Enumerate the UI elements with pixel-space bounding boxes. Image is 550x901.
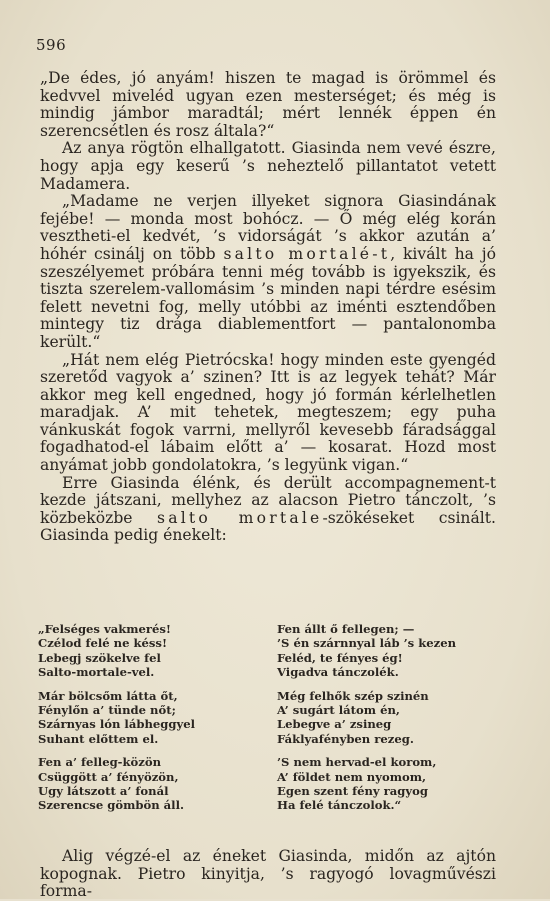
poem-line: Fen a’ felleg-közön xyxy=(38,755,162,770)
paragraph-3-text-a: „Madame ne verjen illyeket signora Giasindának fejébe! — monda most bohócz. — Ő még elég korán vesztheti-el kedvét, ’s vidorságát ’s akkor azután a’ hóhér csinálj on több xyxy=(40,192,496,263)
poem-line: Fénylőn a’ tünde nőt; xyxy=(38,703,176,718)
paragraph-5 xyxy=(40,475,496,545)
poem-line: Vigadva tánczolék. xyxy=(277,665,399,680)
poem-line: Czélod felé ne késs! xyxy=(38,636,168,651)
poem-line: Lebegve a’ zsineg xyxy=(277,717,392,732)
poem-line: Fen állt ő fellegen; — xyxy=(277,622,415,636)
stanza xyxy=(277,622,502,680)
song-poem xyxy=(38,622,502,822)
poem-line: ’S én szárnnyal láb ’s kezen xyxy=(277,636,457,651)
body-text xyxy=(40,70,496,545)
stanza xyxy=(38,755,243,813)
poem-line: A’ sugárt látom én, xyxy=(277,703,400,718)
paragraph-4: „Hát nem elég Pietrócska! hogy minden este gyengéd szeretőd vagyok a’ szinen? Itt is az legyek tehát? Már akkor meg kell engedned, hogy jó formán kérlelhetlen maradjak. A’ mit tehetek, megteszem; egy puha vánkuskát fogok varrni, mellyről kevesebb fáradsággal fogadhatod-el lábaim előtt a’ — kosarat. Hozd most anyámat jobb gondolatokra, ’s legyünk vigan.“ xyxy=(40,350,496,475)
paragraph-3-spaced-term: salto mortalé-t xyxy=(223,244,391,263)
poem-line: Egen szent fény ragyog xyxy=(277,784,428,799)
closing-paragraph: Alig végzé-el az éneket Giasinda, midőn az ajtón kopognak. Pietro kinyitja, ’s ragyogó lovagművészi forma- xyxy=(40,847,496,901)
closing-text xyxy=(40,848,496,901)
paragraph-3-text-b: , kivált ha jó szeszélyemet próbára tenni még tovább is igyekszik, és tiszta szerelem-vallomásim ’s minden napi térdre esésim felett nevetni fog, melly utóbbi az iménti esztendőben mintegy tiz drága diablementfort — pantalonomba került.“ xyxy=(40,244,497,351)
poem-line: Csüggött a’ fényözön, xyxy=(38,769,179,784)
poem-line: Lebegj szökelve fel xyxy=(38,650,161,665)
page-number: 596 xyxy=(36,36,67,54)
poem-line: Salto-mortale-vel. xyxy=(38,665,155,680)
stanza xyxy=(38,622,243,680)
paragraph-1: „De édes, jó anyám! hiszen te magad is örömmel és kedvvel miveléd ugyan ezen mesterséget; és még is mindig jámbor maradtál; mért lennék éppen én szerencsétlen és rosz általa?“ xyxy=(40,69,496,140)
poem-line: Ugy látszott a’ fonál xyxy=(38,784,169,799)
paragraph-5-text-a: Erre Giasinda élénk, és derült accompagnement-t kezde játszani, mellyhez az alacson Pietro tánczolt, ’s közbeközbe xyxy=(40,473,496,527)
stanza xyxy=(38,689,243,747)
poem-line: „Felséges vakmerés! xyxy=(38,622,172,636)
paragraph-5-spaced-term: salto mortale xyxy=(157,508,323,527)
poem-line: Ha felé tánczolok.“ xyxy=(277,798,402,813)
poem-line: A’ földet nem nyomom, xyxy=(277,769,427,784)
poem-line: ’S nem hervad-el korom, xyxy=(277,755,437,770)
poem-line: Még felhők szép szinén xyxy=(277,688,429,703)
poem-column-left xyxy=(38,622,243,822)
poem-line: Suhant előttem el. xyxy=(38,731,159,746)
poem-line: Feléd, te fényes ég! xyxy=(277,650,403,665)
poem-line: Fáklyafényben rezeg. xyxy=(277,731,414,746)
paragraph-5-text-b: -szökéseket csinált. Giasinda pedig énekelt: xyxy=(40,508,496,545)
poem-line: Már bölcsőm látta őt, xyxy=(38,688,178,703)
stanza xyxy=(277,755,502,813)
poem-line: Szerencse gömbön áll. xyxy=(38,798,185,813)
poem-column-right xyxy=(277,622,502,822)
paragraph-3 xyxy=(40,193,496,351)
poem-line: Szárnyas lón lábheggyel xyxy=(38,717,195,732)
stanza xyxy=(277,689,502,747)
paragraph-2: Az anya rögtön elhallgatott. Giasinda nem vevé észre, hogy apja egy keserű ’s neheztelő pillantatot vetett Madamera. xyxy=(40,139,496,193)
